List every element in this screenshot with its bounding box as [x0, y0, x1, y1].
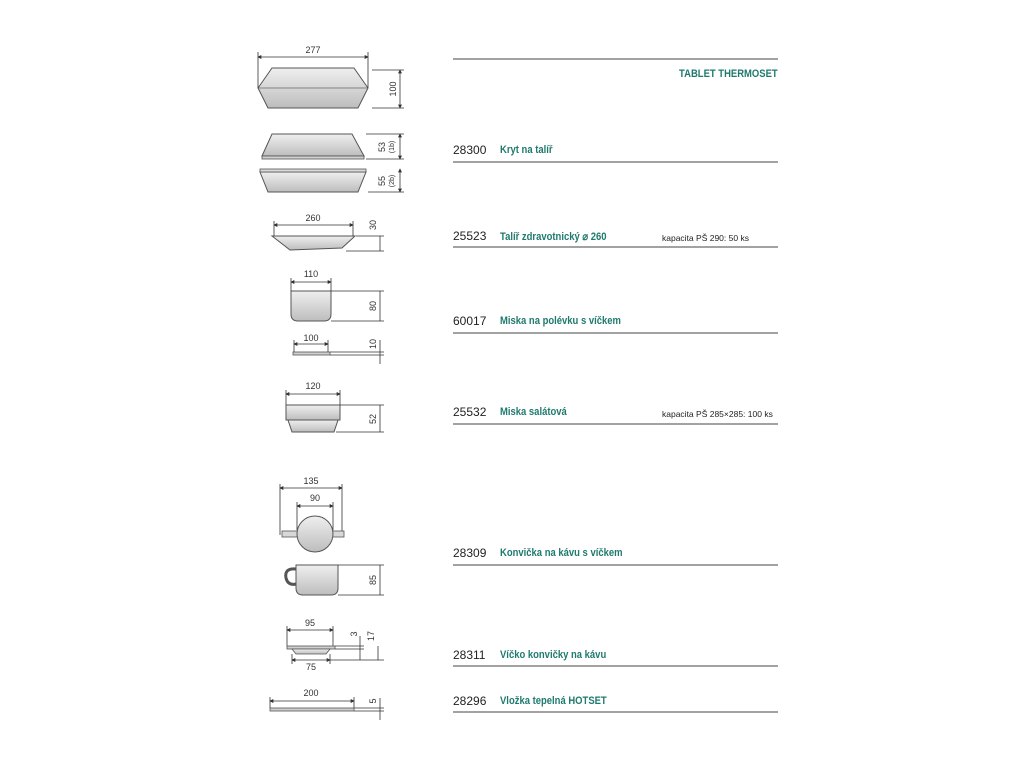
product-name: Miska na polévku s víčkem	[500, 315, 621, 327]
dim-lid-width: 100	[303, 333, 319, 343]
dim-jug-height: 85	[368, 574, 378, 586]
tray-drawing	[258, 45, 404, 108]
heat-insert-drawing	[270, 688, 384, 720]
product-name: Konvička na kávu s víčkem	[500, 547, 623, 559]
product-code: 60017	[453, 314, 487, 328]
product-name: Kryt na talíř	[500, 144, 553, 156]
dim-plate-width: 260	[305, 213, 321, 223]
plate-drawing	[272, 213, 384, 251]
dim-jlid-h1: 3	[349, 631, 359, 637]
dim-jug-outer: 135	[303, 476, 319, 486]
product-name: Víčko konvičky na kávu	[500, 649, 607, 661]
product-code: 25532	[453, 405, 487, 419]
product-code: 28300	[453, 143, 487, 157]
dim-jug-inner: 90	[309, 493, 321, 503]
dim-bowl-height: 80	[368, 300, 378, 312]
product-capacity: kapacita PŠ 290: 50 ks	[662, 233, 749, 243]
dim-jlid-top: 95	[304, 618, 316, 628]
dim-lid-height: 10	[368, 338, 378, 350]
dim-jlid-h2: 17	[366, 630, 376, 642]
product-name: Miska salátová	[500, 406, 567, 418]
separator-rules	[453, 59, 778, 712]
dim-insert-height: 5	[368, 698, 378, 704]
salad-bowl-drawing	[286, 381, 384, 432]
product-name: Talíř zdravotnický ⌀ 260	[500, 231, 607, 243]
product-name: Vložka tepelná HOTSET	[500, 695, 607, 707]
product-code: 28296	[453, 694, 487, 708]
product-capacity: kapacita PŠ 285×285: 100 ks	[662, 409, 773, 419]
soup-bowl-drawing	[291, 269, 384, 364]
dim-cover-top-note: (1b)	[389, 140, 396, 154]
dim-bowl-width: 110	[303, 269, 319, 279]
catalog-heading: TABLET THERMOSET	[679, 68, 778, 80]
dim-insert-width: 200	[303, 688, 319, 698]
dim-cover-top: 53	[377, 141, 387, 153]
product-code: 28311	[453, 648, 486, 662]
product-code: 28309	[453, 546, 487, 560]
dim-tray-width: 277	[305, 45, 321, 55]
product-code: 25523	[453, 229, 487, 243]
dim-plate-height: 30	[368, 219, 378, 231]
dim-cover-bottom: 55	[377, 175, 387, 187]
cover-drawing	[260, 134, 404, 192]
dim-tray-height: 100	[388, 81, 398, 97]
dim-jlid-bottom: 75	[305, 662, 317, 672]
dim-cover-bottom-note: (2b)	[389, 174, 396, 188]
coffee-jug-drawing	[280, 476, 384, 595]
dim-salad-height: 52	[368, 413, 378, 425]
jug-lid-drawing	[287, 618, 384, 672]
dim-salad-width: 120	[305, 381, 321, 391]
